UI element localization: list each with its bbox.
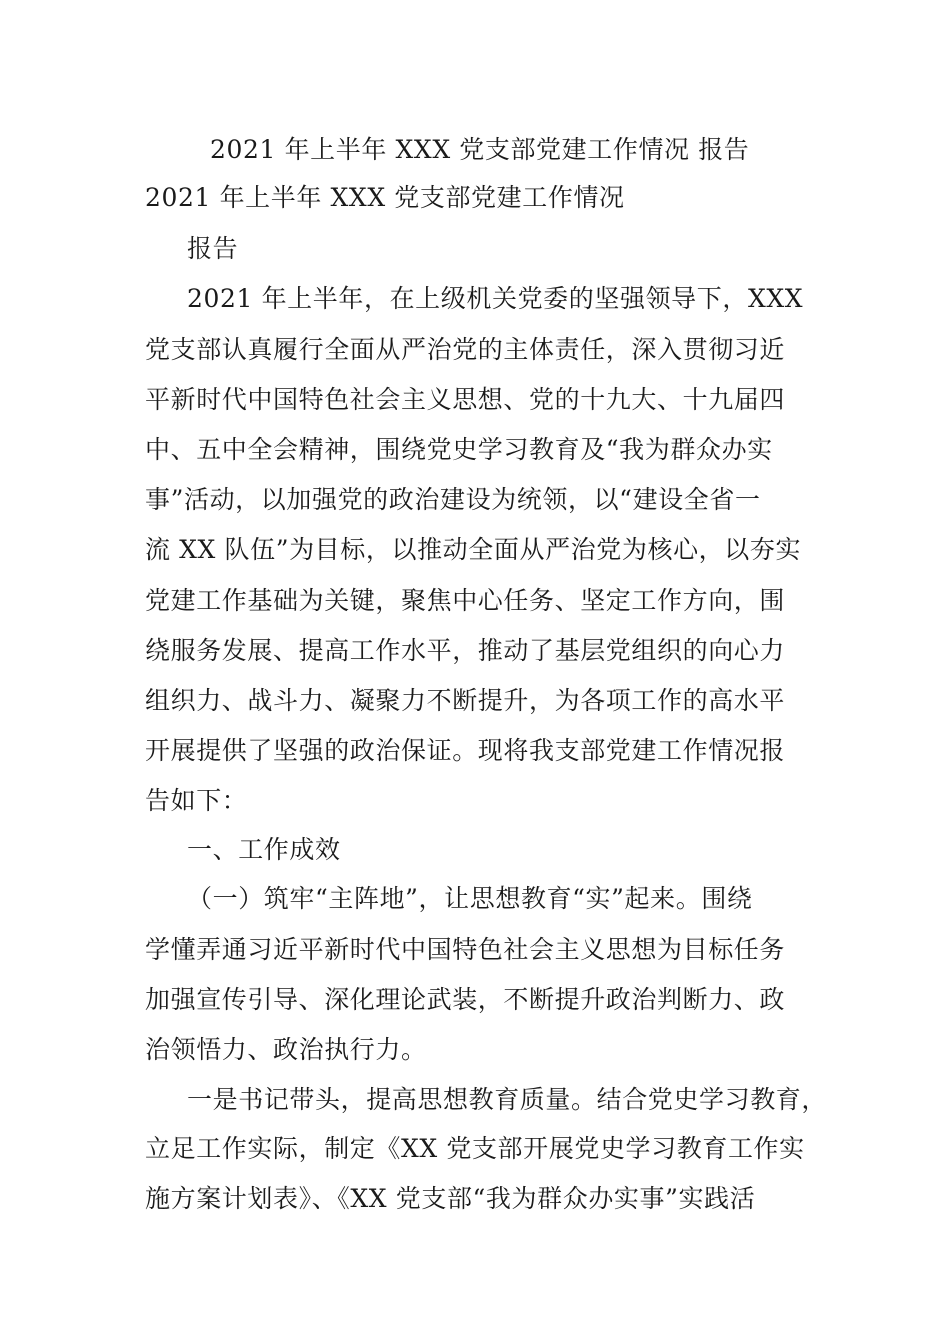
paragraph-line: 一是书记带头，提高思想教育质量。结合党史学习教育， [187, 1085, 828, 1114]
paragraph-line: 开展提供了坚强的政治保证。现将我支部党建工作情况报 [145, 736, 786, 765]
paragraph-line: 党支部认真履行全面从严治党的主体责任，深入贯彻习近 [145, 335, 786, 364]
document-title: 2021 年上半年 XXX 党支部党建工作情况 报告 [210, 135, 750, 164]
paragraph-line: 组织力、战斗力、凝聚力不断提升，为各项工作的高水平 [145, 686, 786, 715]
paragraph-line: 事”活动，以加强党的政治建设为统领，以“建设全省一 [145, 485, 761, 514]
paragraph-line: 中、五中全会精神，围绕党史学习教育及“我为群众办实 [145, 435, 773, 464]
section-heading: 一、工作成效 [187, 835, 341, 864]
paragraph-line: 治领悟力、政治执行力。 [145, 1035, 427, 1064]
title-line-1: 2021 年上半年 XXX 党支部党建工作情况 [145, 183, 625, 212]
paragraph-line: 绕服务发展、提高工作水平，推动了基层党组织的向心力 [145, 636, 786, 665]
paragraph-line: 立足工作实际，制定《XX 党支部开展党史学习教育工作实 [145, 1134, 805, 1163]
paragraph-line: 平新时代中国特色社会主义思想、党的十九大、十九届四 [145, 385, 786, 414]
paragraph-line: 学懂弄通习近平新时代中国特色社会主义思想为目标任务 [145, 935, 786, 964]
paragraph-line: 流 XX 队伍”为目标，以推动全面从严治党为核心，以夯实 [145, 535, 802, 564]
paragraph-line: 加强宣传引导、深化理论武装，不断提升政治判断力、政 [145, 985, 786, 1014]
paragraph-line: 告如下： [145, 786, 248, 815]
paragraph-line: （一）筑牢“主阵地”，让思想教育“实”起来。围绕 [187, 884, 753, 913]
paragraph-line: 党建工作基础为关键，聚焦中心任务、坚定工作方向，围 [145, 586, 786, 615]
title-line-2: 报告 [187, 234, 239, 263]
paragraph-line: 施方案计划表》、《XX 党支部“我为群众办实事”实践活 [145, 1184, 756, 1213]
paragraph-line: 2021 年上半年，在上级机关党委的坚强领导下，XXX [187, 284, 804, 313]
